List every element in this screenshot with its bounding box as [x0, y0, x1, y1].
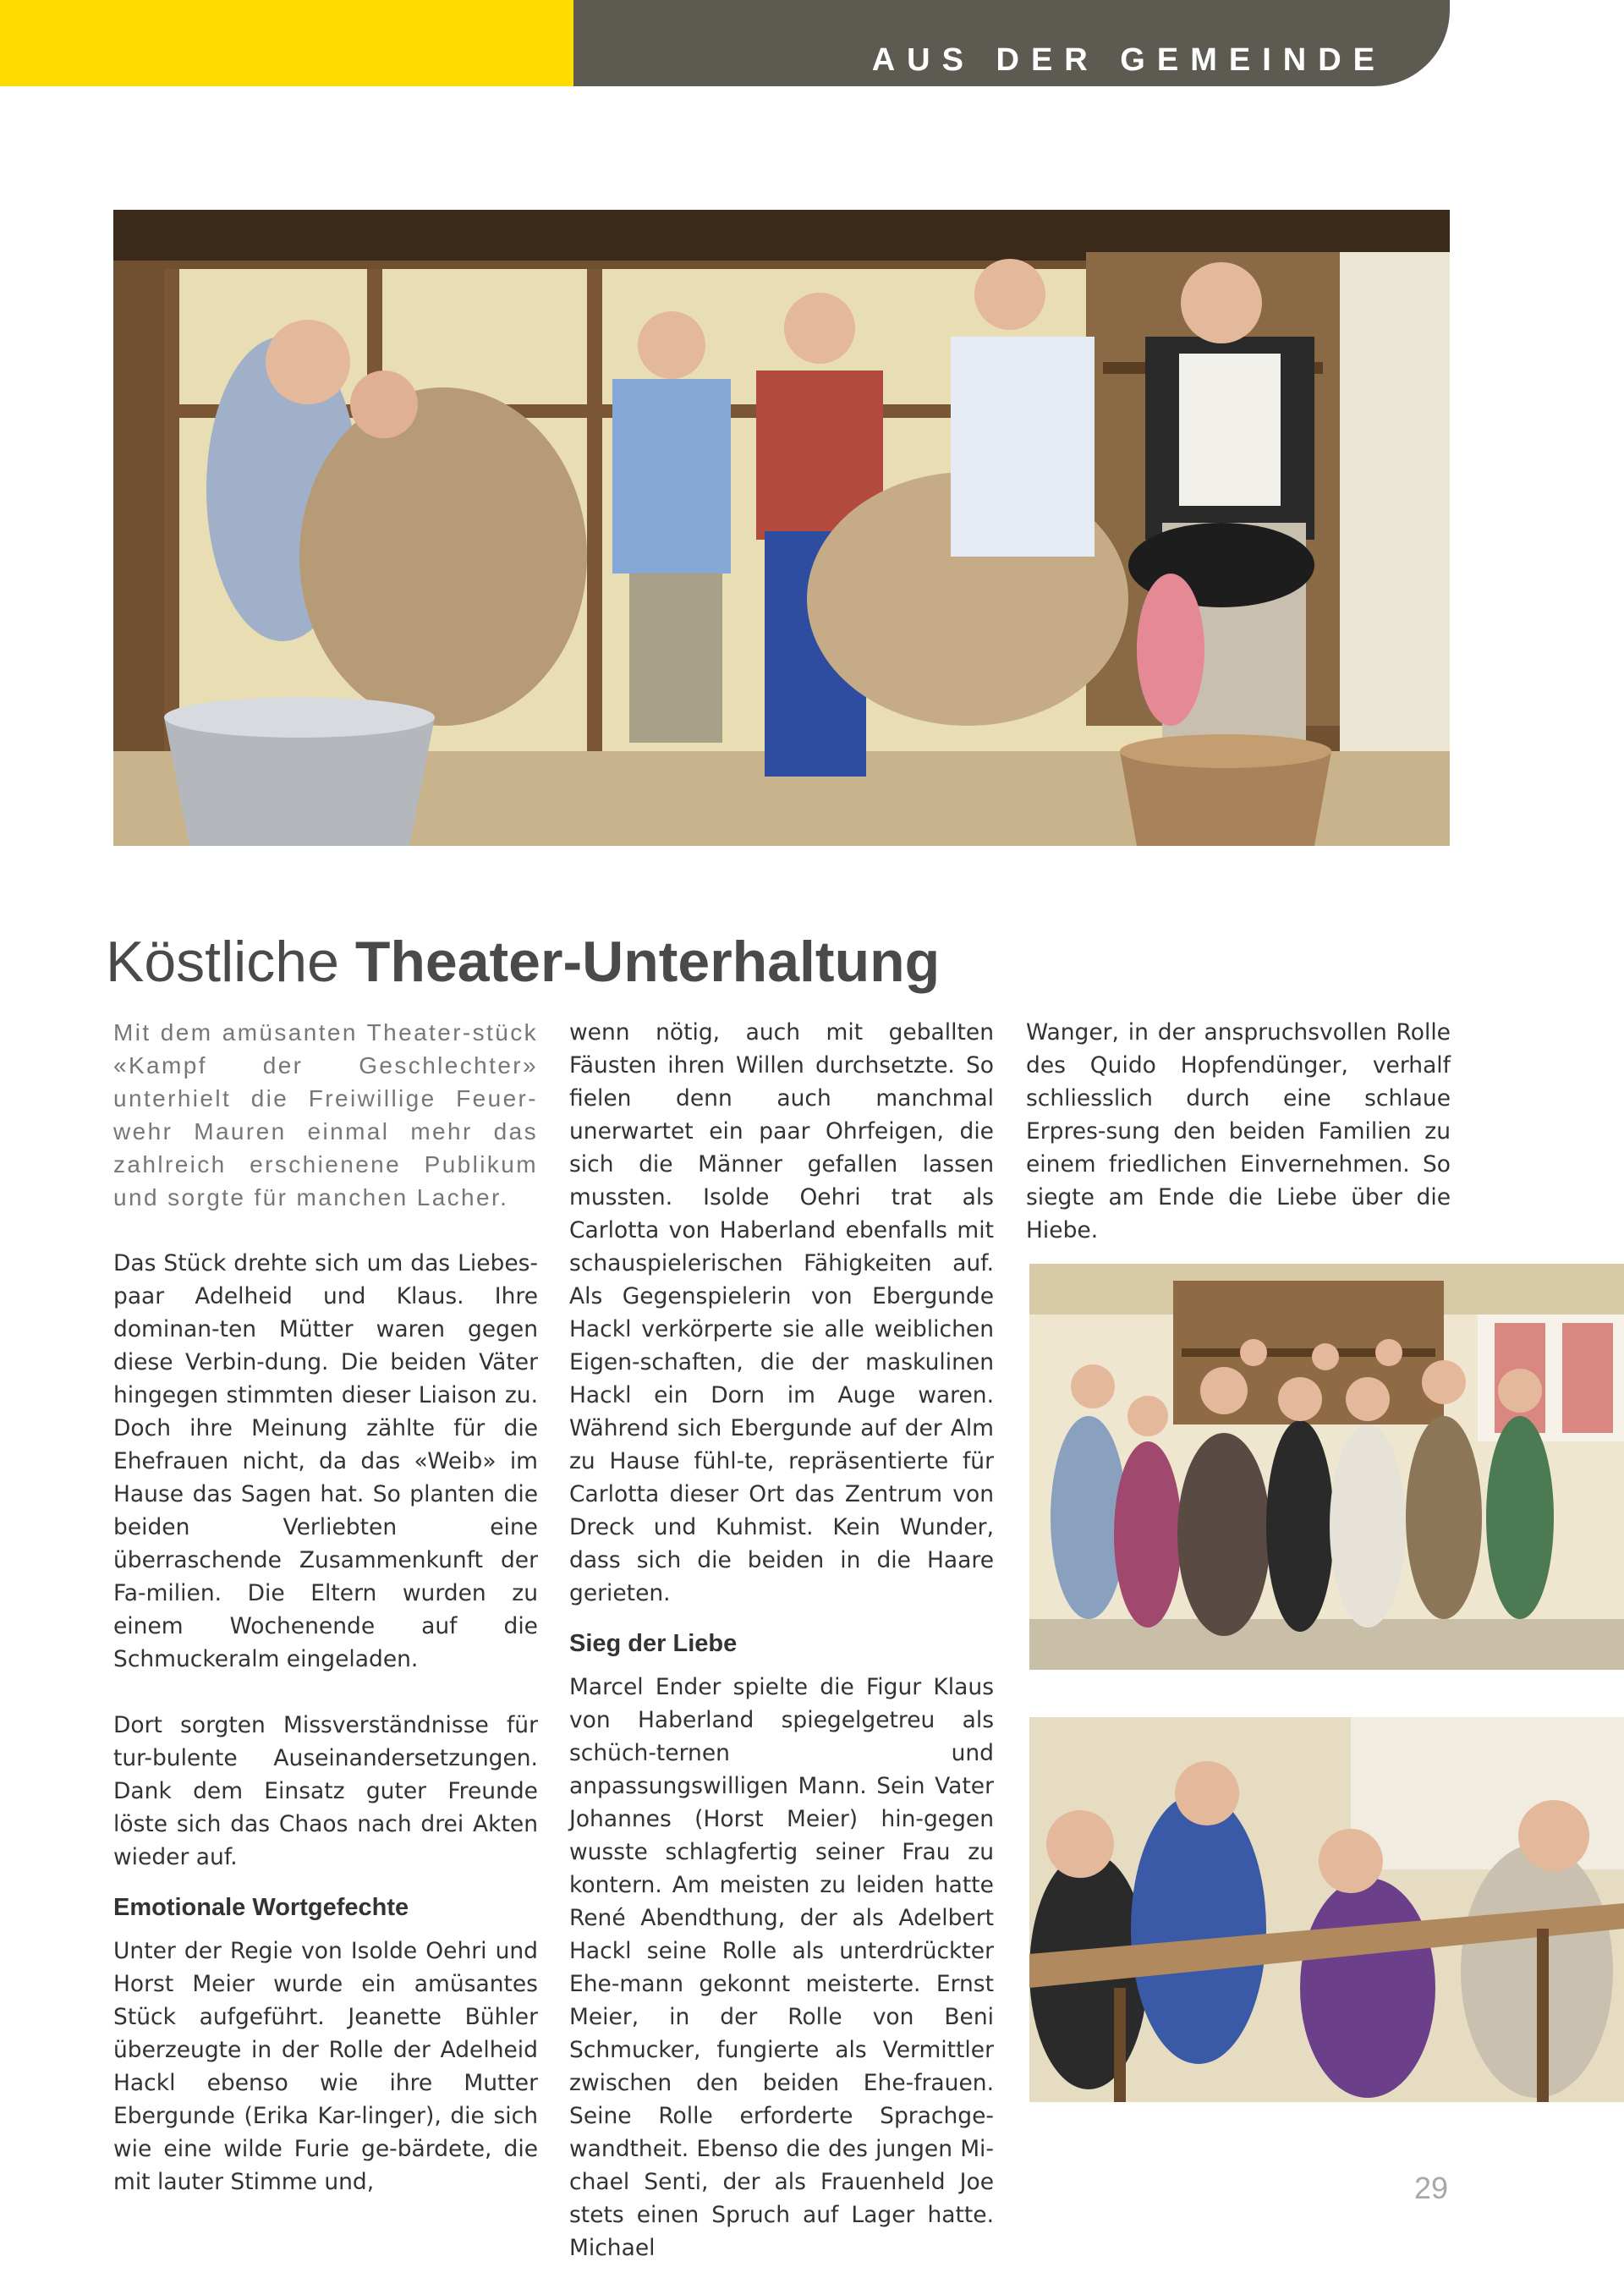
article-title [106, 929, 940, 995]
article-paragraph: Wanger, in der anspruchsvollen Rolle des Quido Hopfendünger, verhalf schliesslich durch eine schlaue Erpres-sung den beiden Familien zu einem friedlichen Einvernehmen. So siegte am Ende die Liebe über die Hiebe. [1026, 1019, 1451, 1243]
article-subheading: Sieg der Liebe [569, 1630, 738, 1657]
cast-group-photo [1029, 1264, 1624, 1670]
article-title-light: Köstliche [106, 929, 339, 994]
table-scene-photo [1029, 1717, 1624, 2102]
article-intro: Mit dem amüsanten Theater-stück «Kampf der Geschlechter» unterhielt die Freiwillige Feuer-wehr Mauren einmal mehr das zahlreich erschienene Publikum und sorgte für manchen Lacher. [113, 1019, 538, 1210]
article-paragraph: wenn nötig, auch mit geballten Fäusten ihren Willen durchsetzte. So fielen denn auch manchmal unerwartet ein paar Ohrfeigen, die sich die Männer gefallen lassen mussten. Isolde Oehri trat als Carlotta von Haberland ebenfalls mit schauspielerischen Fähigkeiten auf. Als Gegenspielerin von Ebergunde Hackl verkörperte sie alle weiblichen Eigen-schaften, die der maskulinen Hackl ein Dorn im Auge waren. Während sich Ebergunde auf der Alm zu Hause fühl-te, repräsentierte für Carlotta dieser Ort das Zentrum von Dreck und Kuhmist. Kein Wunder, dass sich die beiden in die Haare gerieten. [569, 1019, 994, 1606]
page-number: 29 [1414, 2171, 1449, 2205]
article-subheading: Emotionale Wortgefechte [113, 1894, 409, 1921]
section-header [573, 0, 1450, 86]
article-column-3 [1026, 1016, 1451, 1247]
article-title-bold: Theater-Unterhaltung [354, 929, 941, 994]
article-paragraph: Dort sorgten Missverständnisse für tur-bulente Auseinandersetzungen. Dank dem Einsatz guter Freunde löste sich das Chaos nach drei Akten wieder auf. [113, 1712, 538, 1870]
article-paragraph: Marcel Ender spielte die Figur Klaus von Haberland spiegelgetreu als schüch-ternen und anpassungswilligen Mann. Sein Vater Johannes (Horst Meier) hin-gegen wusste schlagfertig seiner Frau zu kontern. Am meisten zu leiden hatte René Abendthung, der als Adelbert Hackl seine Rolle als unterdrückter Ehe-mann gekonnt meisterte. Ernst Meier, in der Rolle von Beni Schmucker, fungierte als Vermittler zwischen den beiden Ehe-frauen. Seine Rolle erforderte Sprachge-wandtheit. Ebenso die des jungen Mi-chael Senti, der als Frauenheld Joe stets einen Spruch auf Lager hatte. Michael [569, 1674, 994, 2261]
header-accent-bar [0, 0, 573, 86]
article-column-2 [569, 1016, 994, 2264]
stage-play-photo [113, 210, 1450, 846]
article-column-1 [113, 1016, 538, 2198]
article-paragraph: Unter der Regie von Isolde Oehri und Horst Meier wurde ein amüsantes Stück aufgeführt. Jeanette Bühler überzeugte in der Rolle der Adelheid Hackl ebenso wie ihre Mutter Ebergunde (Erika Kar-linger), die sich wie eine wilde Furie ge-bärdete, die mit lauter Stimme und, [113, 1938, 538, 2195]
section-label: AUS DER GEMEINDE [871, 42, 1386, 78]
article-paragraph: Das Stück drehte sich um das Liebes-paar Adelheid und Klaus. Ihre dominan-ten Mütter waren gegen diese Verbin-dung. Die beiden Väter hingegen stimmten dieser Liaison zu. Doch ihre Meinung zählte für die Ehefrauen nicht, da das «Weib» im Hause das Sagen hat. So planten die beiden Verliebten eine überraschende Zusammenkunft der Fa-milien. Die Eltern wurden zu einem Wochenende auf die Schmuckeralm eingeladen. [113, 1250, 538, 1672]
